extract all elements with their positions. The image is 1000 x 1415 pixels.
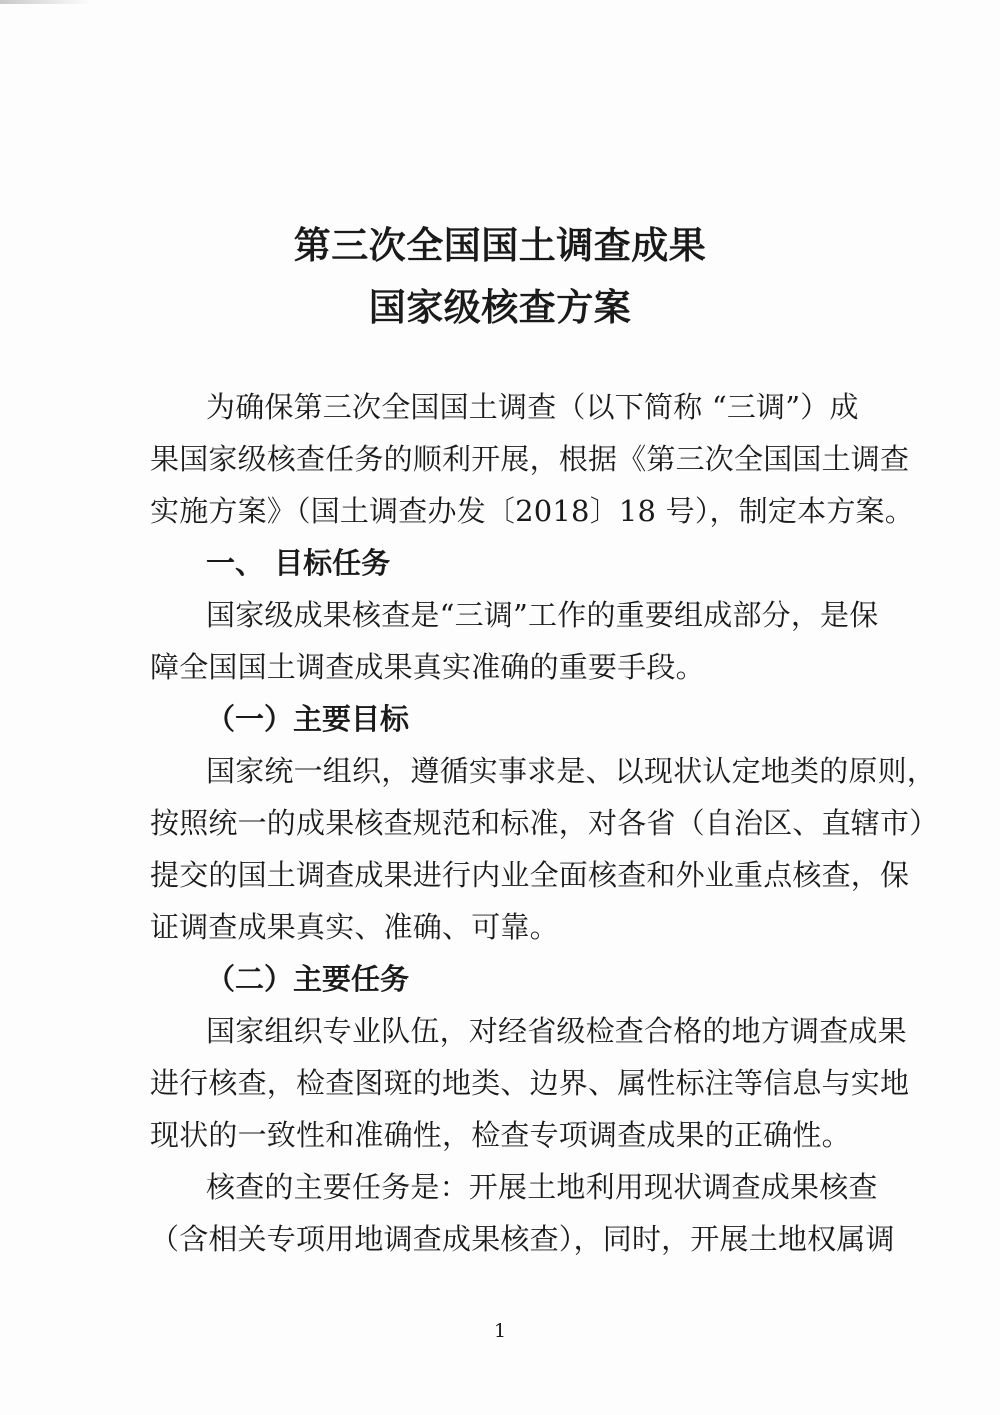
- intro-line-3: 实施方案》（国土调查办发〔2018〕18 号），制定本方案。: [150, 494, 914, 528]
- subsection-1-line-2: 按照统一的成果核查规范和标准，对各省（自治区、直辖市）: [150, 806, 939, 840]
- section-1-line-2: 障全国国土调查成果真实准确的重要手段。: [150, 650, 705, 684]
- title-line-2: 国家级核查方案: [368, 285, 632, 329]
- intro-line-1: 为确保第三次全国国土调查（以下简称 “三调”）成: [206, 390, 859, 424]
- subsection-1-line-3: 提交的国土调查成果进行内业全面核查和外业重点核查，保: [150, 858, 910, 892]
- subsection-2-line-1: 国家组织专业队伍，对经省级检查合格的地方调查成果: [206, 1014, 907, 1048]
- subsection-1-line-4: 证调查成果真实、准确、可靠。: [150, 910, 559, 944]
- subsection-2-line-3: 现状的一致性和准确性，检查专项调查成果的正确性。: [150, 1118, 851, 1152]
- section-1-heading: 一、 目标任务: [206, 546, 391, 580]
- subsection-2-line-2: 进行核查，检查图斑的地类、边界、属性标注等信息与实地: [150, 1066, 910, 1100]
- scan-artifact: [0, 0, 90, 4]
- subsection-1-heading: （一）主要目标: [206, 702, 410, 736]
- subsection-2-para2-line-1: 核查的主要任务是：开展土地利用现状调查成果核查: [206, 1170, 878, 1204]
- page-number: 1: [493, 1320, 507, 1342]
- subsection-1-line-1: 国家统一组织，遵循实事求是、以现状认定地类的原则，: [206, 754, 937, 788]
- section-1-line-1: 国家级成果核查是“三调”工作的重要组成部分，是保: [206, 598, 879, 632]
- subsection-2-para2-line-2: （含相关专项用地调查成果核查），同时，开展土地权属调: [150, 1222, 895, 1256]
- intro-line-2: 果国家级核查任务的顺利开展，根据《第三次全国国土调查: [150, 442, 910, 476]
- subsection-2-heading: （二）主要任务: [206, 962, 410, 996]
- title-line-1: 第三次全国国土调查成果: [293, 223, 707, 267]
